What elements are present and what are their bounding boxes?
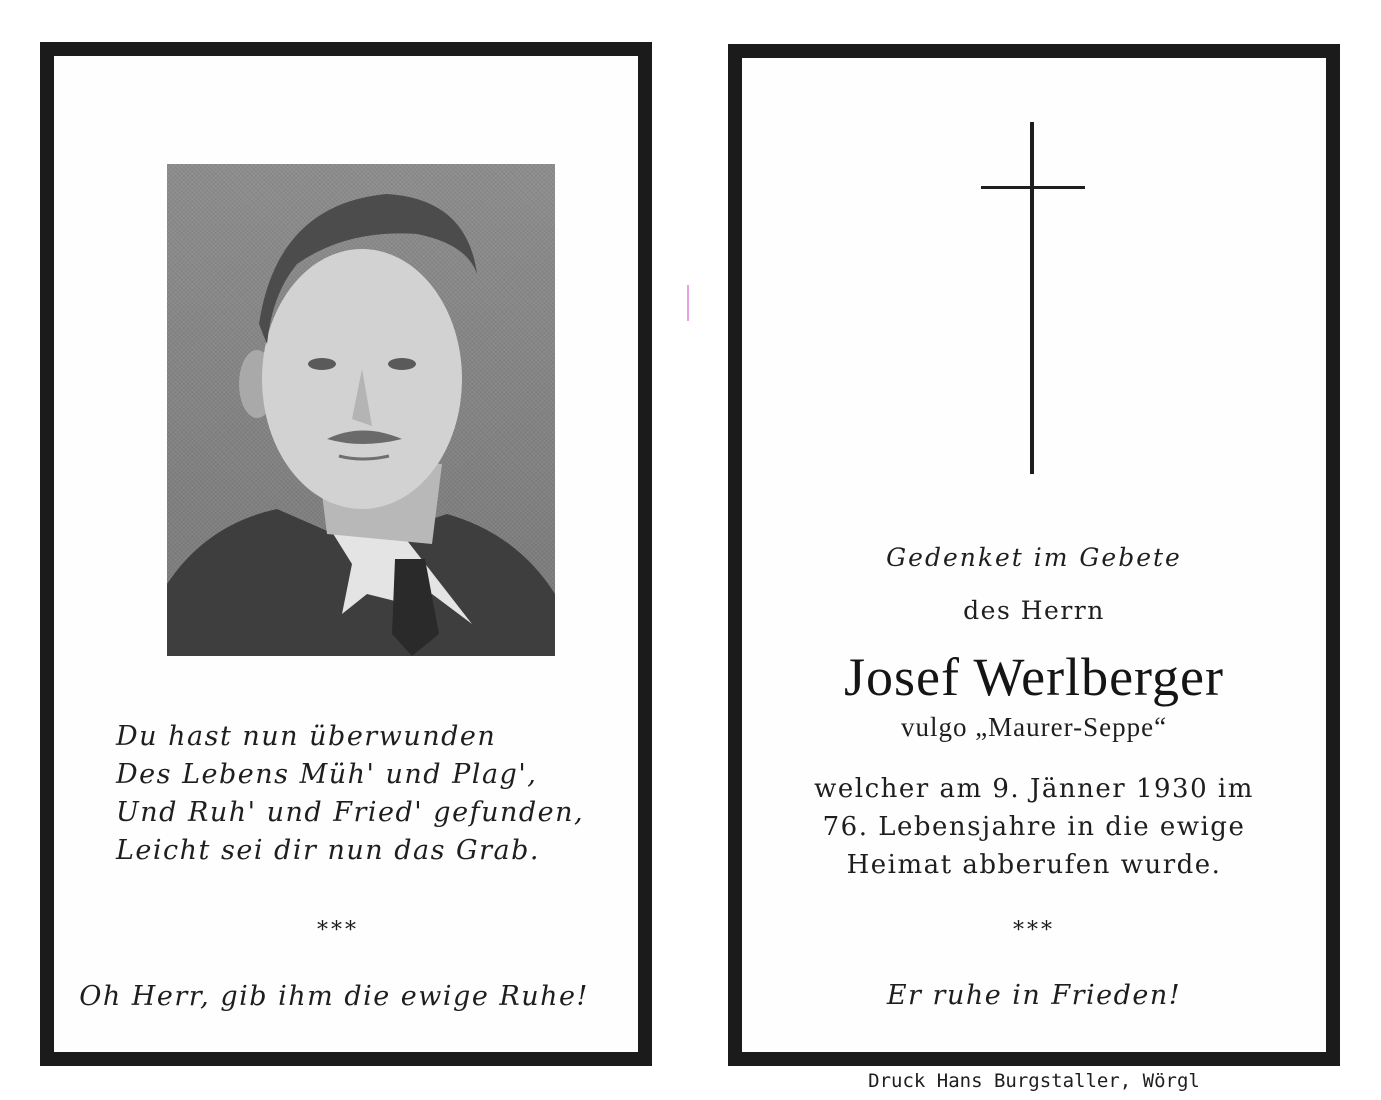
poem-line: Du hast nun überwunden <box>116 721 497 752</box>
memorial-poem <box>116 718 616 870</box>
deceased-name: Josef Werlberger <box>843 647 1225 707</box>
fold-mark <box>687 285 689 321</box>
memorial-card-left <box>40 42 652 1066</box>
remember-heading: Gedenket im Gebete <box>886 543 1182 572</box>
separator-stars: *** <box>1013 918 1055 943</box>
memorial-card-right <box>728 44 1340 1066</box>
obituary-line: welcher am 9. Jänner 1930 im <box>814 774 1254 804</box>
obituary-line: 76. Lebensjahre in die ewige <box>822 812 1246 842</box>
closing-prayer: Oh Herr, gib ihm die ewige Ruhe! <box>79 981 589 1012</box>
title-line: des Herrn <box>963 596 1105 625</box>
printer-credit: Druck Hans Burgstaller, Wörgl <box>868 1070 1200 1092</box>
poem-line: Und Ruh' und Fried' gefunden, <box>116 797 585 828</box>
closing-blessing: Er ruhe in Frieden! <box>886 980 1182 1011</box>
portrait-photo <box>167 164 555 656</box>
nickname: vulgo „Maurer-Seppe“ <box>900 712 1168 742</box>
obituary-line: Heimat abberufen wurde. <box>846 850 1222 880</box>
poem-line: Des Lebens Müh' und Plag', <box>116 759 538 790</box>
obituary-text <box>742 770 1326 884</box>
poem-line: Leicht sei dir nun das Grab. <box>116 835 540 866</box>
separator-stars: *** <box>317 918 359 943</box>
